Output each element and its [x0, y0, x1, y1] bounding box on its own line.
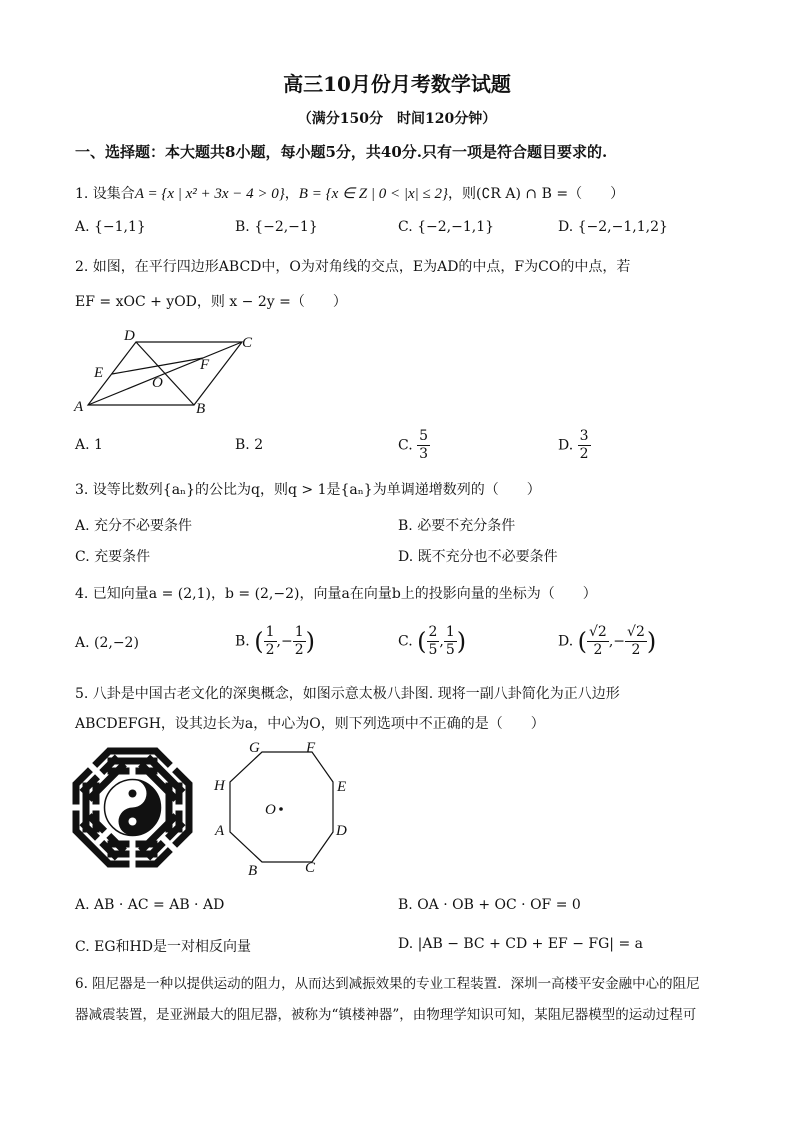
q1-option-c: C. {−2,−1,1} [398, 219, 495, 235]
q4-stem: 4. 已知向量a = (2,1)，b = (2,−2)，向量a在向量b上的投影向量的坐标为（ ） [75, 586, 597, 602]
label-o: O [152, 375, 163, 391]
label-f: F [200, 357, 210, 373]
q4-option-a: A. (2,−2) [75, 635, 139, 651]
bagua-taiji-figure [70, 745, 195, 870]
taiji-yin-yang-icon [105, 780, 161, 836]
label-f: F [306, 740, 316, 756]
q4-option-c: C. ( $\frac{2}{5}$ , $\frac{1}{5}$ ) [398, 624, 467, 658]
q1-set-a: A = {x | x² + 3x − 4 > 0} [134, 186, 285, 202]
q1-option-a: A. {−1,1} [75, 219, 146, 235]
q3-option-d: D. 既不充分也不必要条件 [398, 549, 558, 565]
label-d: D [336, 823, 347, 839]
q3-option-a: A. 充分不必要条件 [75, 518, 193, 534]
q2-option-b: B. 2 [235, 437, 264, 453]
q4-option-d: D. ( $\frac{√2}{2}$ ,− $\frac{√2}{2}$ ) [558, 624, 657, 658]
q1-option-b: B. {−2,−1} [235, 219, 318, 235]
q3-option-c: C. 充要条件 [75, 549, 151, 565]
q2-option-a: A. 1 [75, 437, 103, 453]
q4-option-b: B. ( $\frac{1}{2}$ ,− $\frac{1}{2}$ ) [235, 624, 315, 658]
q2-option-c-fraction: $\frac{5}{3}$ [419, 428, 429, 462]
label-b: B [248, 863, 258, 879]
q2-option-c: C. $\frac{5}{3}$ [398, 428, 429, 462]
center-point [279, 807, 283, 811]
q1-stem-suffix: ，则(∁R A) ∩ B =（ ） [448, 186, 625, 202]
q2-stem-line1: 2. 如图，在平行四边形ABCD中，O为对角线的交点，E为AD的中点，F为CO的中点，若 [75, 259, 631, 275]
page-subtitle: （满分150分 时间120分钟） [297, 111, 497, 127]
q1-stem-prefix: 1. 设集合 [75, 186, 135, 202]
label-c: C [242, 335, 253, 351]
q1-set-b: B = {x ∈ Z | 0 < |x| ≤ 2} [298, 186, 449, 202]
q2-option-d: D. $\frac{3}{2}$ [558, 428, 589, 462]
q5-option-a: A. AB · AC = AB · AD [75, 897, 225, 913]
label-g: G [249, 740, 260, 756]
parallelogram-figure [70, 325, 270, 420]
q2-stem-line2: EF = xOC + yOD，则 x − 2y =（ ） [75, 294, 347, 310]
q1-option-d: D. {−2,−1,1,2} [558, 219, 668, 235]
page-title: 高三10月份月考数学试题 [283, 72, 511, 96]
q5-option-c: C. EG和HD是一对相反向量 [75, 939, 251, 955]
q3-option-b: B. 必要不充分条件 [398, 518, 516, 534]
label-c: C [305, 860, 316, 876]
q6-stem-line1: 6. 阻尼器是一种以提供运动的阻力，从而达到减振效果的专业工程装置．深圳一高楼平安金融中心的阻尼 [75, 976, 700, 992]
diagonal-bd [136, 342, 194, 405]
section-heading: 一、选择题：本大题共8小题，每小题5分，共40分.只有一项是符合题目要求的. [75, 143, 608, 161]
q1-stem: 1. 设集合A = {x | x² + 3x − 4 > 0}，B = {x ∈ Z | 0 < |x| ≤ 2}，则(∁R A) ∩ B =（ ） [75, 186, 625, 202]
label-a: A [215, 823, 225, 839]
q5-option-b: B. OA · OB + OC · OF = 0 [398, 897, 581, 913]
q5-option-d: D. |AB − BC + CD + EF − FG| = a [398, 936, 643, 952]
label-a: A [74, 399, 84, 415]
label-o: O [265, 802, 276, 818]
octagon-outline [230, 752, 333, 862]
q5-stem-line2: ABCDEFGH，设其边长为a，中心为O，则下列选项中不正确的是（ ） [75, 716, 545, 732]
label-d: D [124, 328, 135, 344]
label-h: H [214, 778, 225, 794]
label-e: E [337, 779, 347, 795]
q2-option-d-fraction: $\frac{3}{2}$ [579, 428, 589, 462]
q5-stem-line1: 5. 八卦是中国古老文化的深奥概念，如图示意太极八卦图. 现将一副八卦简化为正八边形 [75, 686, 620, 702]
segment-ef [112, 358, 203, 374]
label-e: E [94, 365, 104, 381]
q6-stem-line2: 器减震装置，是亚洲最大的阻尼器，被称为“镇楼神器”，由物理学知识可知，某阻尼器模型的运动过程可 [75, 1007, 697, 1023]
label-b: B [196, 401, 206, 417]
octagon-figure [205, 735, 365, 880]
q3-stem: 3. 设等比数列{aₙ}的公比为q，则q > 1是{aₙ}为单调递增数列的（ ） [75, 482, 541, 498]
